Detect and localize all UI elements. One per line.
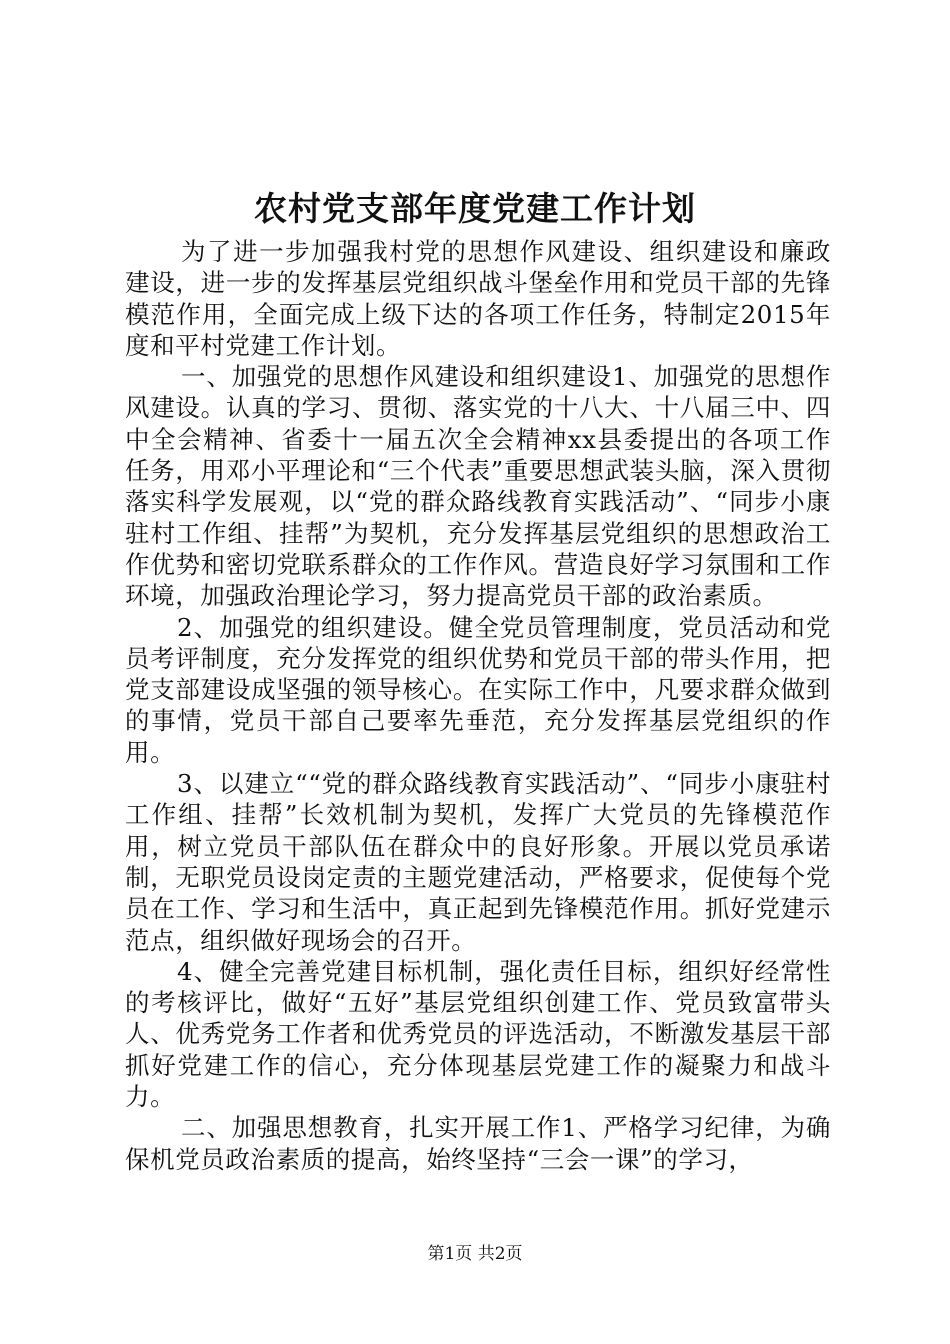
- paragraph-intro: 为了进一步加强我村党的思想作风建设、组织建设和廉政建设，进一步的发挥基层党组织战斗堡垒作用和党员干部的先锋模范作用，全面完成上级下达的各项工作任务，特制定2015年度和平村党建工作计划。: [125, 237, 831, 360]
- paragraph-item-three: 3、以建立““党的群众路线教育实践活动”、“同步小康驻村工作组、挂帮”长效机制为契机，发挥广大党员的先锋模范作用，树立党员干部队伍在群众中的良好形象。开展以党员承诺制，无职党员设岗定责的主题党建活动，严格要求，促使每个党员在工作、学习和生活中，真正起到先锋模范作用。抓好党建示范点，组织做好现场会的召开。: [125, 769, 831, 955]
- page-number-footer: 第1页 共2页: [427, 1244, 523, 1264]
- paragraph-item-four: 4、健全完善党建目标机制，强化责任目标，组织好经常性的考核评比，做好“五好”基层党组织创建工作、党员致富带头人、优秀党务工作者和优秀党员的评选活动，不断激发基层干部抓好党建工作的信心，充分体现基层党建工作的凝聚力和战斗力。: [125, 956, 831, 1112]
- paragraph-section-one: 一、加强党的思想作风建设和组织建设1、加强党的思想作风建设。认真的学习、贯彻、落实党的十八大、十八届三中、四中全会精神、省委十一届五次全会精神xx县委提出的各项工作任务，用邓小平理论和“三个代表”重要思想武装头脑，深入贯彻落实科学发展观，以“党的群众路线教育实践活动”、“同步小康驻村工作组、挂帮”为契机，充分发挥基层党组织的思想政治工作优势和密切党联系群众的工作作风。营造良好学习氛围和工作环境，加强政治理论学习，努力提高党员干部的政治素质。: [125, 362, 831, 611]
- paragraph-item-two: 2、加强党的组织建设。健全党员管理制度，党员活动和党员考评制度，充分发挥党的组织优势和党员干部的带头作用，把党支部建设成坚强的领导核心。在实际工作中，凡要求群众做到的事情，党员干部自己要率先垂范，充分发挥基层党组织的作用。: [125, 612, 831, 767]
- document-body: [125, 236, 831, 1175]
- paragraph-section-two: 二、加强思想教育，扎实开展工作1、严格学习纪律，为确保机党员政治素质的提高，始终坚持“三会一课”的学习，: [125, 1113, 831, 1174]
- document-title: 农村党支部年度党建工作计划: [254, 189, 696, 228]
